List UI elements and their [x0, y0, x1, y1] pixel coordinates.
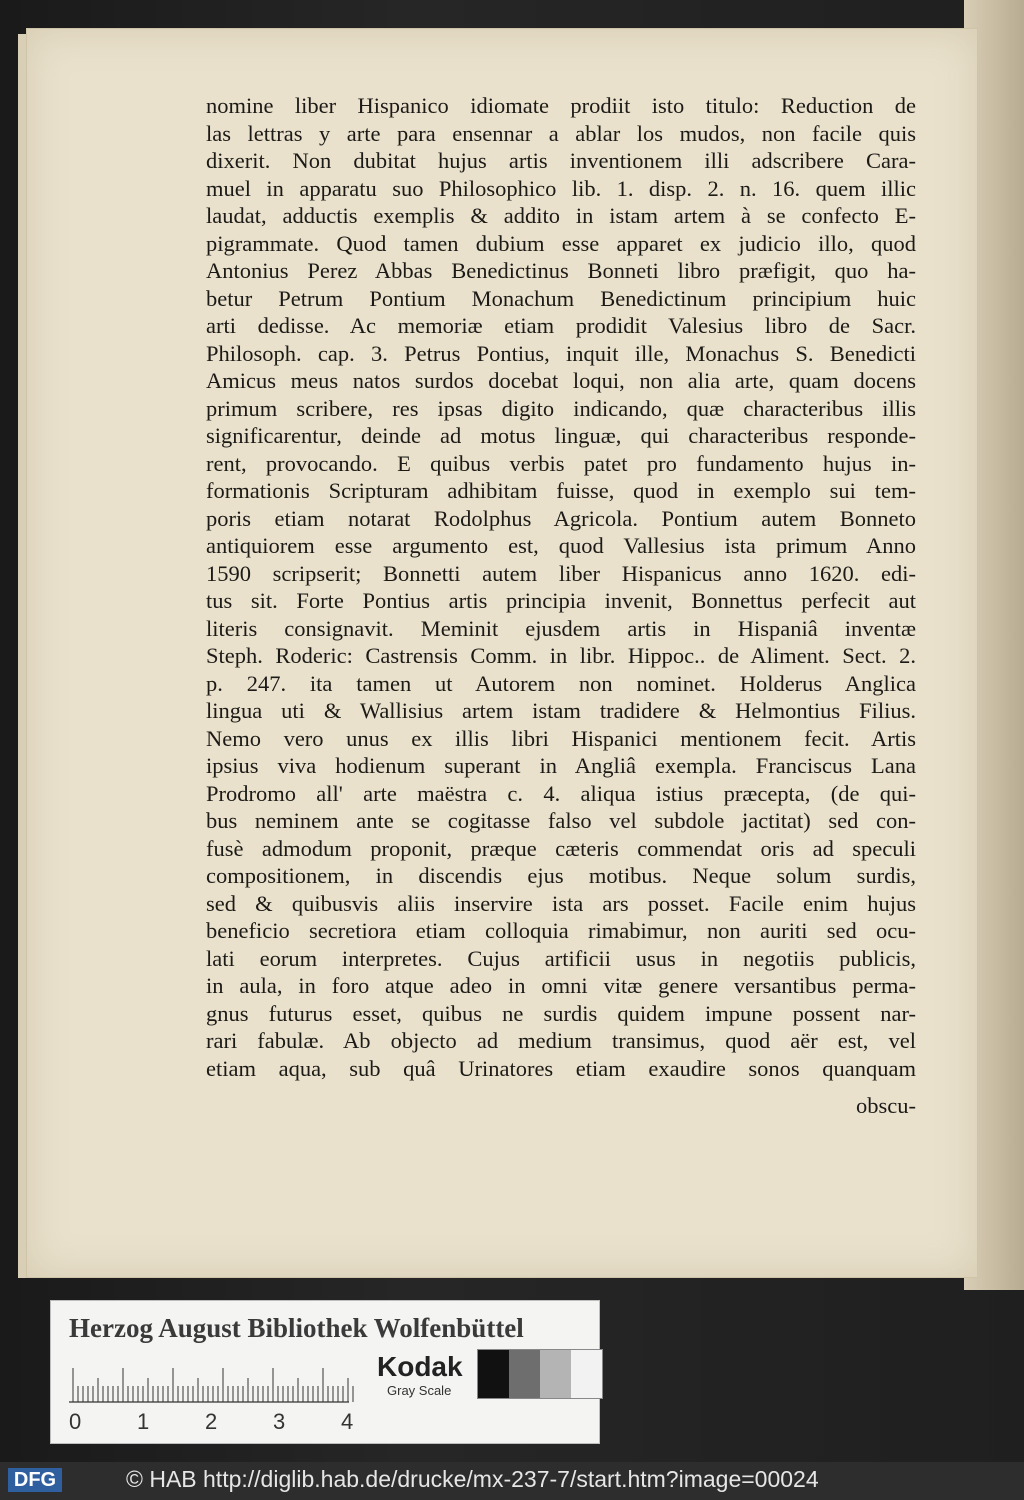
- gray-swatch: [509, 1350, 540, 1398]
- text-line: pigrammate. Quod tamen dubium esse apparet ex judicio illo, quod: [206, 230, 916, 256]
- text-line: dixerit. Non dubitat hujus artis inventionem illi adscribere Cara-: [206, 148, 916, 173]
- text-line: arti dedisse. Ac memoriæ etiam prodidit Valesius libro de Sacr.: [206, 313, 916, 338]
- text-line: rent, provocando. E quibus verbis patet pro fundamento hujus in-: [206, 450, 916, 476]
- text-line: sed & quibusvis aliis inservire ista ars posset. Facile enim hujus: [206, 890, 916, 916]
- catchword: obscu-: [856, 1093, 916, 1118]
- gray-swatch: [478, 1350, 509, 1398]
- ruler-number: 3: [273, 1409, 286, 1434]
- text-line: rari fabulæ. Ab objecto ad medium transimus, quod aër est, vel: [206, 1028, 916, 1053]
- ruler: [69, 1359, 369, 1403]
- text-line: 1590 scripserit; Bonnetti autem liber Hispanicus anno 1620. edi-: [206, 560, 916, 586]
- text-line: antiquiorem esse argumento est, quod Vallesius ista primum Anno: [206, 533, 916, 558]
- text-line: betur Petrum Pontium Monachum Benedictinum principium huic: [206, 285, 916, 311]
- text-line: gnus futurus esset, quibus ne surdis quidem impune possent nar-: [206, 1000, 916, 1026]
- text-line: ipsius viva hodienum superant in Angliâ exempla. Franciscus Lana: [206, 753, 916, 778]
- text-line: Nemo vero unus ex illis libri Hispanici mentionem fecit. Artis: [206, 725, 916, 751]
- text-line: fusè admodum proponit, præque cæteris commendat oris ad speculi: [206, 835, 916, 861]
- text-line: Prodromo all' arte maëstra c. 4. aliqua istius præcepta, (de qui-: [206, 780, 916, 806]
- gray-swatch: [571, 1350, 602, 1398]
- text-line: tus sit. Forte Pontius artis principia invenit, Bonnettus perfecit aut: [206, 588, 916, 613]
- text-line: literis consignavit. Meminit ejusdem artis in Hispaniâ inventæ: [206, 615, 916, 641]
- text-line: laudat, adductis exemplis & addito in istam artem à se confecto E-: [206, 203, 916, 228]
- ruler-number: 0: [69, 1409, 82, 1434]
- ruler-number: 2: [205, 1409, 218, 1434]
- text-line: in aula, in foro atque adeo in omni vitæ genere versantibus perma-: [206, 973, 916, 998]
- text-line: lati eorum interpretes. Cujus artificii usus in negotiis publicis,: [206, 945, 916, 971]
- page-text: [206, 92, 916, 1082]
- library-name: Herzog August Bibliothek Wolfenbüttel: [69, 1313, 524, 1343]
- text-line: primum scribere, res ipsas digito indicando, quæ characteribus illis: [206, 395, 916, 421]
- text-line: p. 247. ita tamen ut Autorem non nominet. Holderus Anglica: [206, 670, 916, 696]
- text-line: Amicus meus natos surdos docebat loqui, non alia arte, quam docens: [206, 368, 916, 393]
- copyright-link[interactable]: © HAB http://diglib.hab.de/drucke/mx-237-7/start.htm?image=00024: [126, 1466, 819, 1492]
- gray-swatches: [477, 1349, 603, 1399]
- ruler-number: 4: [341, 1409, 354, 1434]
- text-line: poris etiam notarat Rodolphus Agricola. Pontium autem Bonneto: [206, 505, 916, 531]
- footer-bar: [0, 1462, 1024, 1500]
- kodak-logo: Kodak: [377, 1351, 463, 1382]
- text-line: Antonius Perez Abbas Benedictinus Bonneti libro præfigit, quo ha-: [206, 258, 916, 283]
- ruler-number: 1: [137, 1409, 150, 1434]
- text-line: nomine liber Hispanico idiomate prodiit isto titulo: Reduction de: [206, 93, 916, 118]
- text-line: Steph. Roderic: Castrensis Comm. in libr. Hippoc.. de Aliment. Sect. 2.: [206, 643, 916, 668]
- text-line: muel in apparatu suo Philosophico lib. 1. disp. 2. n. 16. quem illic: [206, 175, 916, 201]
- text-line: bus neminem ante se cogitasse falso vel subdole jactitat) sed con-: [206, 808, 916, 833]
- text-line: etiam aqua, sub quâ Urinatores etiam exaudire sonos quanquam: [206, 1055, 916, 1081]
- text-line: compositionem, in discendis ejus motibus. Neque solum surdis,: [206, 863, 916, 888]
- text-line: significarentur, deinde ad motus linguæ, qui characteribus responde-: [206, 423, 916, 448]
- text-line: formationis Scripturam adhibitam fuisse, quod in exemplo sui tem-: [206, 478, 916, 503]
- text-line: lingua uti & Wallisius artem istam tradidere & Helmontius Filius.: [206, 698, 916, 723]
- dfg-logo[interactable]: DFG: [8, 1468, 62, 1492]
- color-card: [50, 1300, 600, 1444]
- catchword-block: [206, 1092, 916, 1120]
- gray-scale-label: Gray Scale: [387, 1383, 452, 1398]
- text-line: beneficio secretiora etiam colloquia rimabimur, non auriti sed ocu-: [206, 918, 916, 943]
- text-line: Philosoph. cap. 3. Petrus Pontius, inquit ille, Monachus S. Benedicti: [206, 340, 916, 366]
- text-line: las lettras y arte para ensennar a ablar los mudos, non facile quis: [206, 120, 916, 146]
- gray-swatch: [540, 1350, 571, 1398]
